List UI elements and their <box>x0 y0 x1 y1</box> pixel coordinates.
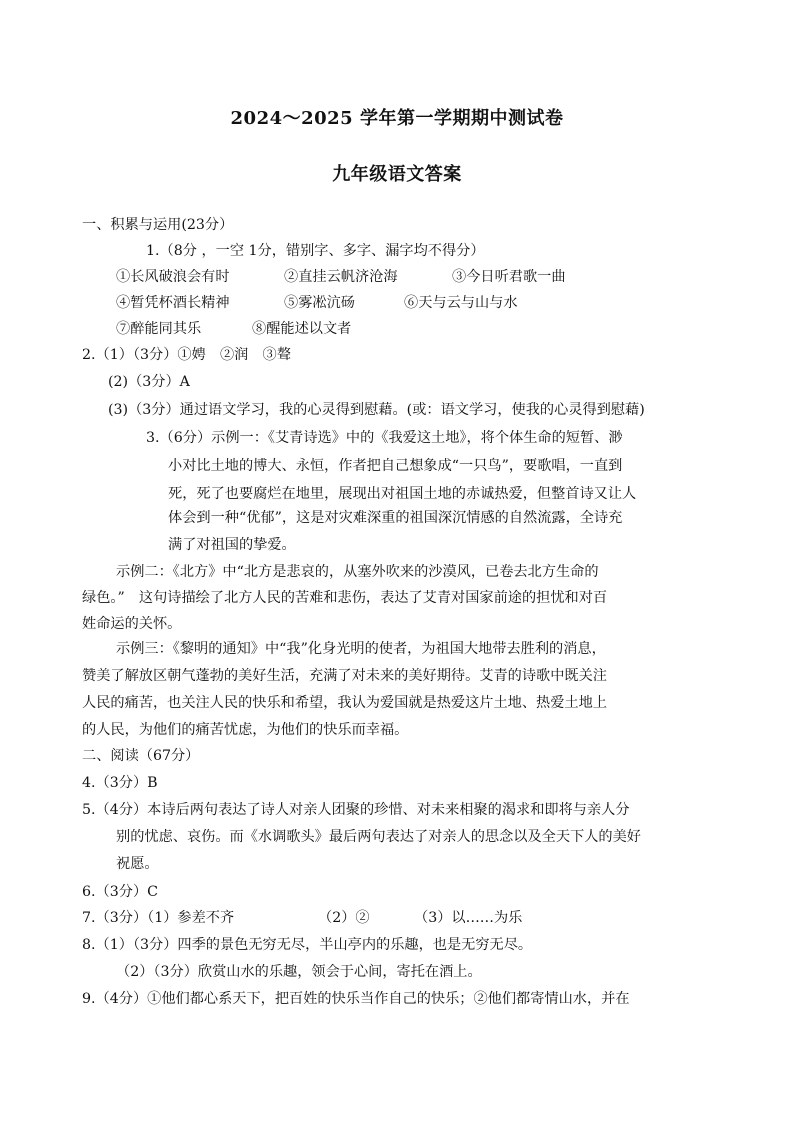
q1-answer: ④暂凭杯酒长精神 <box>116 295 230 311</box>
section1-heading: 一、积累与运用(23分） <box>82 217 234 233</box>
q5-line: 别的忧虑、哀伤。而《水调歌头》最后两句表达了对亲人的思念以及全天下人的美好 <box>116 829 641 845</box>
q2-part1: 2.（1）（3分）①娉 ②润 ③聱 <box>82 347 291 363</box>
q4-answer: 4.（3分）B <box>82 775 158 791</box>
q7-part: （3）以……为乐 <box>414 910 523 926</box>
q9-line: 9.（4分）①他们都心系天下，把百姓的快乐当作自己的快乐；②他们都寄情山水，并在 <box>82 991 630 1007</box>
example3-line: 人民的痛苦，也关注人民的快乐和希望，我认为爱国就是热爱这片土地、热爱土地上 <box>82 695 607 711</box>
q3-line: 体会到一种“优郁”，这是对灾难深重的祖国深沉情感的自然流露，全诗充 <box>168 510 623 526</box>
q1-answer: ③今日听君歌一曲 <box>452 269 566 285</box>
exam-subtitle: 九年级语文答案 <box>332 164 462 185</box>
example3-line: 的人民，为他们的痛苦忧虑，为他们的快乐而幸福。 <box>82 722 409 738</box>
q1-answer: ⑧醒能述以文者 <box>252 321 352 337</box>
q5-line: 5.（4分）本诗后两句表达了诗人对亲人团聚的珍惜、对未来相聚的渴求和即将与亲人分 <box>82 802 630 818</box>
example2-line: 姓命运的关怀。 <box>82 616 182 632</box>
q8-part2: （2）（3分）欣赏山水的乐趣，领会于心间，寄托在酒上。 <box>116 964 482 980</box>
example3-line: 示例三：《黎明的通知》中“我”化身光明的使者，为祖国大地带去胜利的消息， <box>116 641 606 657</box>
q7-part: 7.（3分）（1）参差不齐 <box>82 910 235 926</box>
q2-part2: (2)（3分）A <box>108 374 190 390</box>
q3-line: 3.（6分）示例一：《艾青诗选》中的《我爱这土地》，将个体生命的短暂、渺 <box>146 430 623 446</box>
q1-answer: ⑤雾凇沆砀 <box>284 295 355 311</box>
q7-answers <box>82 908 522 928</box>
q6-answer: 6.（3分）C <box>82 884 158 900</box>
q8-part1: 8.（1）（3分）四季的景色无穷无尽，半山亭内的乐趣，也是无穷无尽。 <box>82 937 533 953</box>
q1-header: 1.（8分 ，一空 1分，错别字、多字、漏字均不得分） <box>146 243 485 259</box>
q5-line: 祝愿。 <box>116 856 159 872</box>
q1-answers-row1 <box>116 267 566 287</box>
example3-line: 赞美了解放区朝气蓬勃的美好生活，充满了对未来的美好期待。艾青的诗歌中既关注 <box>82 668 607 684</box>
q3-line: 满了对祖国的挚爱。 <box>168 537 296 553</box>
example2-line: 绿色。” 这句诗描绘了北方人民的苦难和悲伤，表达了艾青对国家前途的担忧和对百 <box>82 590 608 606</box>
q3-line: 死，死了也要腐烂在地里，展现出对祖国土地的赤诚热爱，但整首诗又让人 <box>168 486 637 502</box>
exam-title: 2024～2025 学年第一学期期中测试卷 <box>230 108 564 129</box>
section2-heading: 二、阅读（67分） <box>82 748 200 764</box>
q1-answers-row2 <box>116 293 518 313</box>
q2-part3: (3)（3分）通过语文学习，我的心灵得到慰藉。(或：语文学习，使我的心灵得到慰藉) <box>108 402 645 418</box>
q1-answer: ⑦醉能同其乐 <box>116 321 202 337</box>
q1-answer: ⑥天与云与山与水 <box>404 295 518 311</box>
q1-answer: ②直挂云帆济沧海 <box>284 269 398 285</box>
q1-answers-row3 <box>116 319 351 339</box>
q3-line: 小对比土地的博大、永恒，作者把自己想象成“一只鸟”，要歌唱，一直到 <box>168 458 623 474</box>
q7-part: （2）② <box>318 910 370 926</box>
q1-answer: ①长风破浪会有时 <box>116 269 230 285</box>
example2-line: 示例二：《北方》中“北方是悲哀的，从塞外吹来的沙漠风，已卷去北方生命的 <box>116 564 599 580</box>
